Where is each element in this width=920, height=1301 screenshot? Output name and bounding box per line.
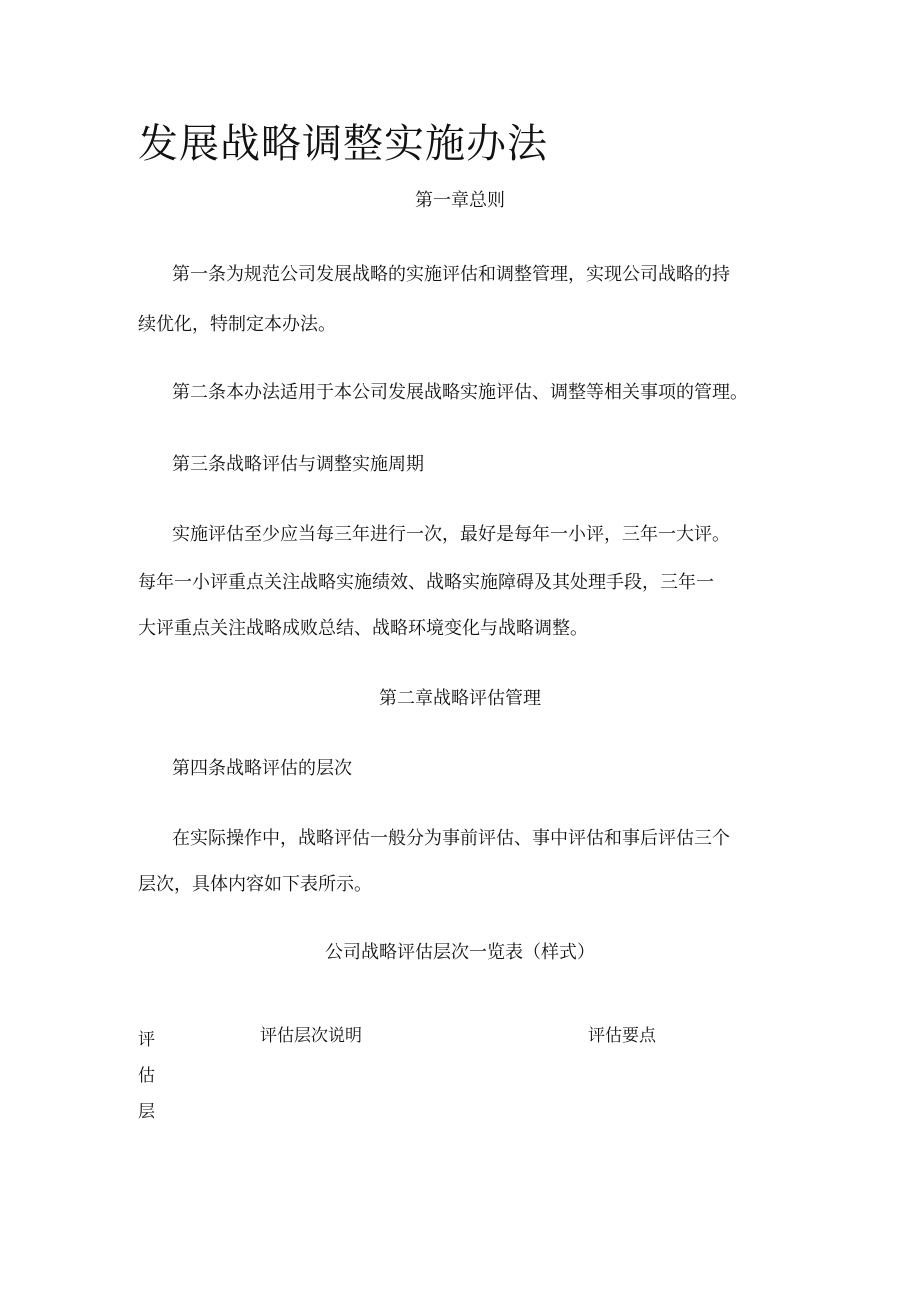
article3-body-line1: 实施评估至少应当每三年进行一次，最好是每年一小评，三年一大评。 [172, 524, 730, 545]
table-header-level [138, 1022, 160, 1130]
article3-body-line2: 每年一小评重点关注战略实施绩效、战略实施障碍及其处理手段，三年一 [138, 572, 714, 593]
article3-body-line3: 大评重点关注战略成败总结、战略环境变化与战略调整。 [138, 618, 588, 639]
document-title: 发展战略调整实施办法 [138, 121, 548, 167]
article1-line2: 续优化，特制定本办法。 [138, 314, 336, 335]
table-header-level-char: 评 [138, 1030, 155, 1050]
article1-line1: 第一条为规范公司发展战略的实施评估和调整管理，实现公司战略的持 [172, 264, 730, 285]
article4-body-line2: 层次，具体内容如下表所示。 [138, 874, 372, 895]
article2: 第二条本办法适用于本公司发展战略实施评估、调整等相关事项的管理。 [172, 382, 748, 403]
article4-heading: 第四条战略评估的层次 [172, 758, 352, 779]
article3-heading: 第三条战略评估与调整实施周期 [172, 454, 424, 475]
table-caption: 公司战略评估层次一览表（样式） [325, 942, 595, 963]
table-header-level-char: 估 [138, 1066, 155, 1086]
table-header-description: 评估层次说明 [260, 1026, 362, 1046]
chapter2-heading: 第二章战略评估管理 [379, 688, 541, 709]
table-header-key-points: 评估要点 [588, 1026, 656, 1046]
table-header-level-char: 层 [138, 1102, 155, 1122]
chapter1-heading: 第一章总则 [415, 190, 505, 211]
article4-body-line1: 在实际操作中，战略评估一般分为事前评估、事中评估和事后评估三个 [172, 828, 730, 849]
